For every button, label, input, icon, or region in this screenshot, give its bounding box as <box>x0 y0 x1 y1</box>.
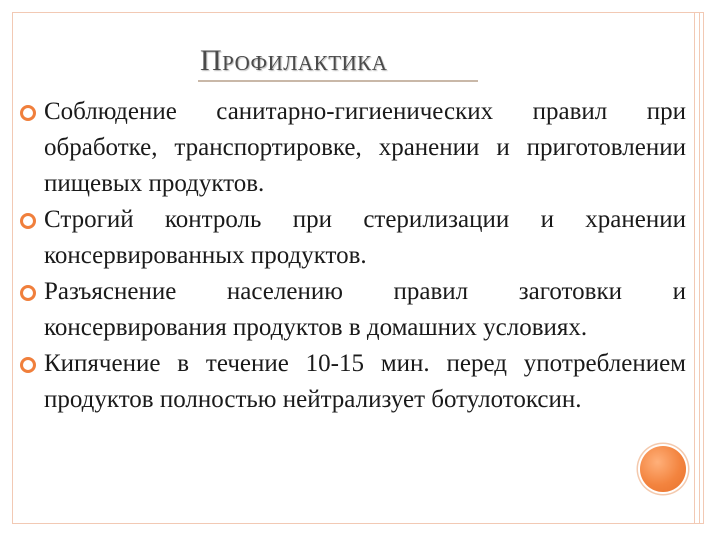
slide-frame-side-line <box>699 12 700 524</box>
list-item-text: Соблюдение санитарно-гигиенических правил при обработке, транспортировке, хранении и приготовлении пищевых продуктов. <box>44 98 686 197</box>
orange-circle-icon <box>640 446 686 492</box>
list-item <box>20 94 686 202</box>
bullet-list <box>20 94 686 418</box>
list-item <box>20 346 686 418</box>
list-item-text: Кипячение в течение 10-15 мин. перед употреблением продуктов полностью нейтрализует ботулотоксин. <box>44 350 686 413</box>
slide-frame-side-band <box>694 12 708 524</box>
title-underline <box>198 80 478 82</box>
list-item <box>20 202 686 274</box>
slide-title: Профилактика <box>200 44 388 77</box>
list-item-text: Разъяснение населению правил заготовки и консервирования продуктов в домашних условиях. <box>44 278 686 341</box>
list-item <box>20 274 686 346</box>
list-item-text: Строгий контроль при стерилизации и хранении консервированных продуктов. <box>44 206 686 269</box>
